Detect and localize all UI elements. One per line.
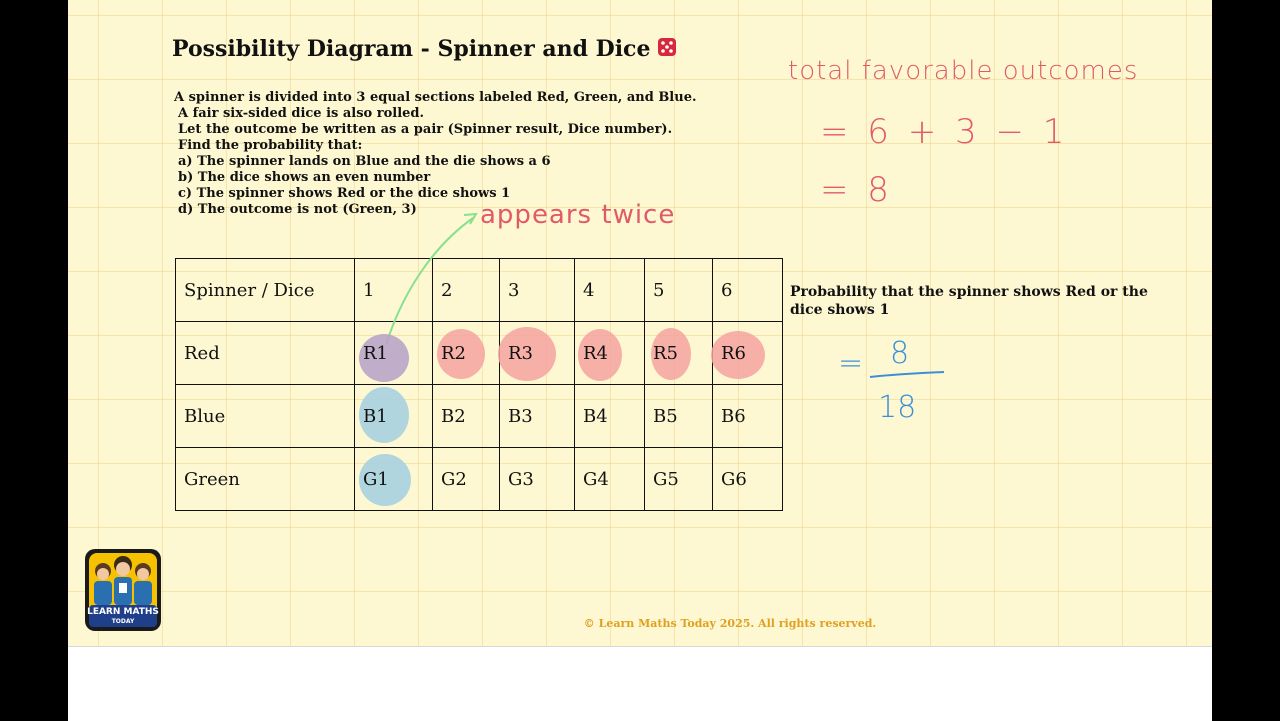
table-header-cell: 2 — [433, 259, 500, 322]
table-header-cell: 1 — [355, 259, 433, 322]
row-label: Red — [176, 322, 355, 385]
annotation-overlay — [68, 0, 1212, 646]
question-c: c) The spinner shows Red or the dice shows 1 — [178, 186, 511, 201]
table-cell: B6 — [713, 385, 783, 448]
table-cell: R3 — [500, 322, 575, 385]
worksheet-page — [68, 0, 1212, 646]
problem-line: Let the outcome be written as a pair (Spinner result, Dice number). — [178, 122, 673, 137]
table-cell: R4 — [575, 322, 645, 385]
logo-subtext: TODAY — [111, 618, 135, 625]
row-label: Green — [176, 448, 355, 511]
table-cell: B1 — [355, 385, 433, 448]
table-cell: B3 — [500, 385, 575, 448]
fraction-numerator: 8 — [890, 336, 910, 371]
row-label: Blue — [176, 385, 355, 448]
green-arrow — [386, 218, 473, 345]
table-cell: G3 — [500, 448, 575, 511]
annotation-appears-twice: appears twice — [480, 200, 676, 230]
right-question: Probability that the spinner shows Red or the dice shows 1 — [790, 284, 1148, 318]
fraction-equals: = — [838, 346, 864, 381]
table-cell: R1 — [355, 322, 433, 385]
question-b: b) The dice shows an even number — [178, 170, 431, 185]
table-header-cell: 4 — [575, 259, 645, 322]
table-header-cell: Spinner / Dice — [176, 259, 355, 322]
table-cell: B2 — [433, 385, 500, 448]
problem-line: Find the probability that: — [178, 138, 363, 153]
table-cell: G6 — [713, 448, 783, 511]
annotation-eq1: = 6 + 3 − 1 — [820, 112, 1069, 152]
table-cell: R2 — [433, 322, 500, 385]
table-cell: R5 — [645, 322, 713, 385]
question-a: a) The spinner lands on Blue and the die shows a 6 — [178, 154, 551, 169]
table-cell: B5 — [645, 385, 713, 448]
problem-line: A spinner is divided into 3 equal sections labeled Red, Green, and Blue. — [174, 90, 697, 105]
problem-line: A fair six-sided dice is also rolled. — [178, 106, 425, 121]
table-cell: G4 — [575, 448, 645, 511]
question-d: d) The outcome is not (Green, 3) — [178, 202, 417, 217]
table-header-cell: 5 — [645, 259, 713, 322]
annotation-total-label: total favorable outcomes — [788, 56, 1139, 86]
table-cell: G5 — [645, 448, 713, 511]
fraction-denominator: 18 — [878, 390, 917, 425]
table-cell: R6 — [713, 322, 783, 385]
fraction-bar — [870, 372, 944, 377]
table-cell: G1 — [355, 448, 433, 511]
copyright-footer: © Learn Maths Today 2025. All rights reserved. — [583, 617, 877, 630]
table-cell: G2 — [433, 448, 500, 511]
logo-text: LEARN MATHS — [87, 607, 159, 617]
bottom-margin — [68, 646, 1212, 721]
page-title: Possibility Diagram - Spinner and Dice — [172, 36, 678, 64]
table-header-cell: 6 — [713, 259, 783, 322]
annotation-eq2: = 8 — [820, 170, 893, 210]
table-header-cell: 3 — [500, 259, 575, 322]
table-cell: B4 — [575, 385, 645, 448]
